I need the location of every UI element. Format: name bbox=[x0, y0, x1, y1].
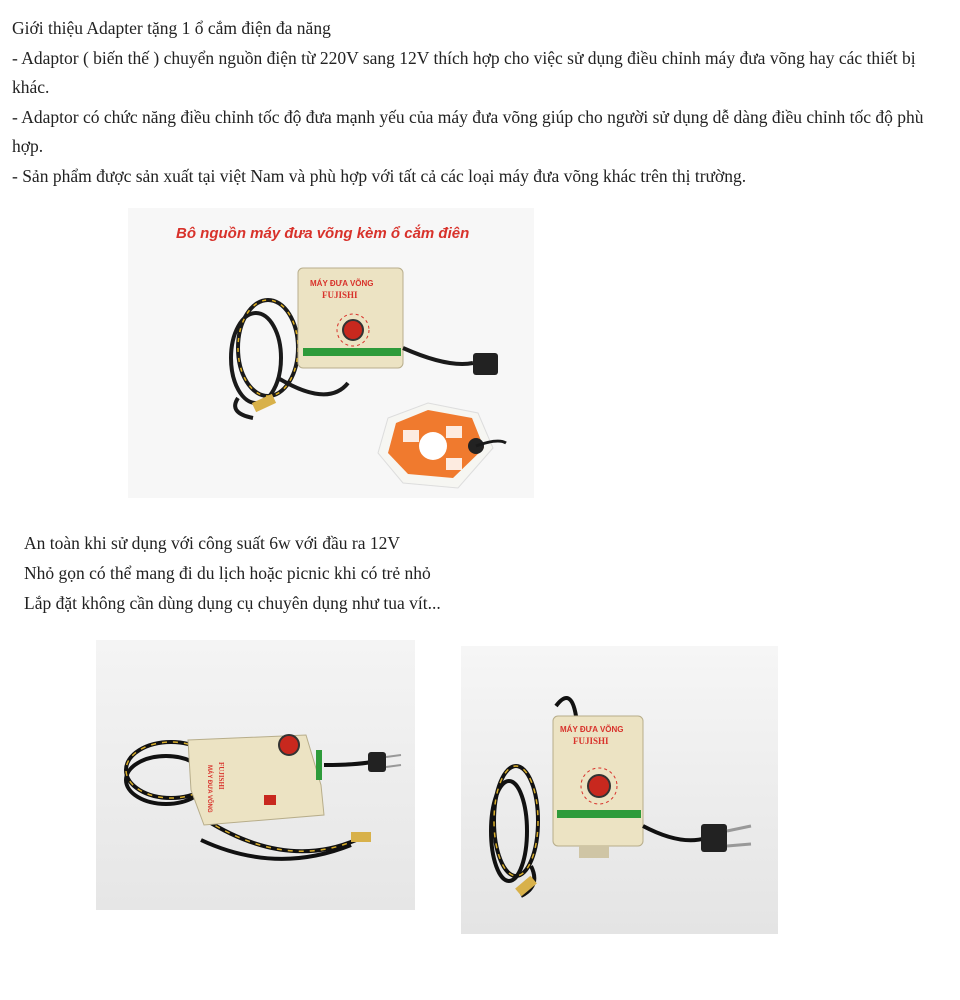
photo-caption: Bô nguồn máy đưa võng kèm ổ cắm điên bbox=[176, 225, 470, 242]
box-brand: FUJISHI bbox=[573, 736, 609, 746]
box-title: MÁY ĐƯA VÕNG bbox=[560, 725, 624, 734]
intro-line-3: - Sản phẩm được sản xuất tại việt Nam và phù hợp với tất cả các loại máy đưa võng khác trên thị trường. bbox=[12, 165, 747, 186]
box-title: MÁY ĐƯA VÕNG bbox=[206, 765, 212, 813]
intro-text bbox=[12, 14, 948, 191]
intro-line-1: - Adaptor ( biến thế ) chuyển nguồn điện từ 220V sang 12V thích hợp cho việc sử dụng điều chỉnh máy đưa võng hay các thiết bị khác. bbox=[12, 47, 916, 97]
intro-line-2: - Adaptor có chức năng điều chỉnh tốc độ đưa mạnh yếu của máy đưa võng giúp cho người sử dụng dễ dàng điều chỉnh tốc độ phù hợp. bbox=[12, 106, 924, 156]
product-photo-adapter-front bbox=[461, 646, 778, 934]
feature-list bbox=[24, 528, 724, 618]
box-brand: FUJISHI bbox=[322, 290, 358, 300]
feature-item: An toàn khi sử dụng với công suất 6w với đầu ra 12V bbox=[24, 533, 401, 553]
product-photo-adapter-side bbox=[96, 640, 415, 910]
feature-item: Lắp đặt không cần dùng dụng cụ chuyên dụng như tua vít... bbox=[24, 593, 441, 613]
intro-heading: Giới thiệu Adapter tặng 1 ổ cắm điện đa năng bbox=[12, 18, 331, 38]
box-title: MÁY ĐƯA VÕNG bbox=[310, 279, 374, 288]
product-photo-adapter-with-socket bbox=[128, 208, 534, 498]
feature-item: Nhỏ gọn có thể mang đi du lịch hoặc picnic khi có trẻ nhỏ bbox=[24, 563, 431, 583]
box-brand: FUJISHI bbox=[217, 762, 225, 790]
